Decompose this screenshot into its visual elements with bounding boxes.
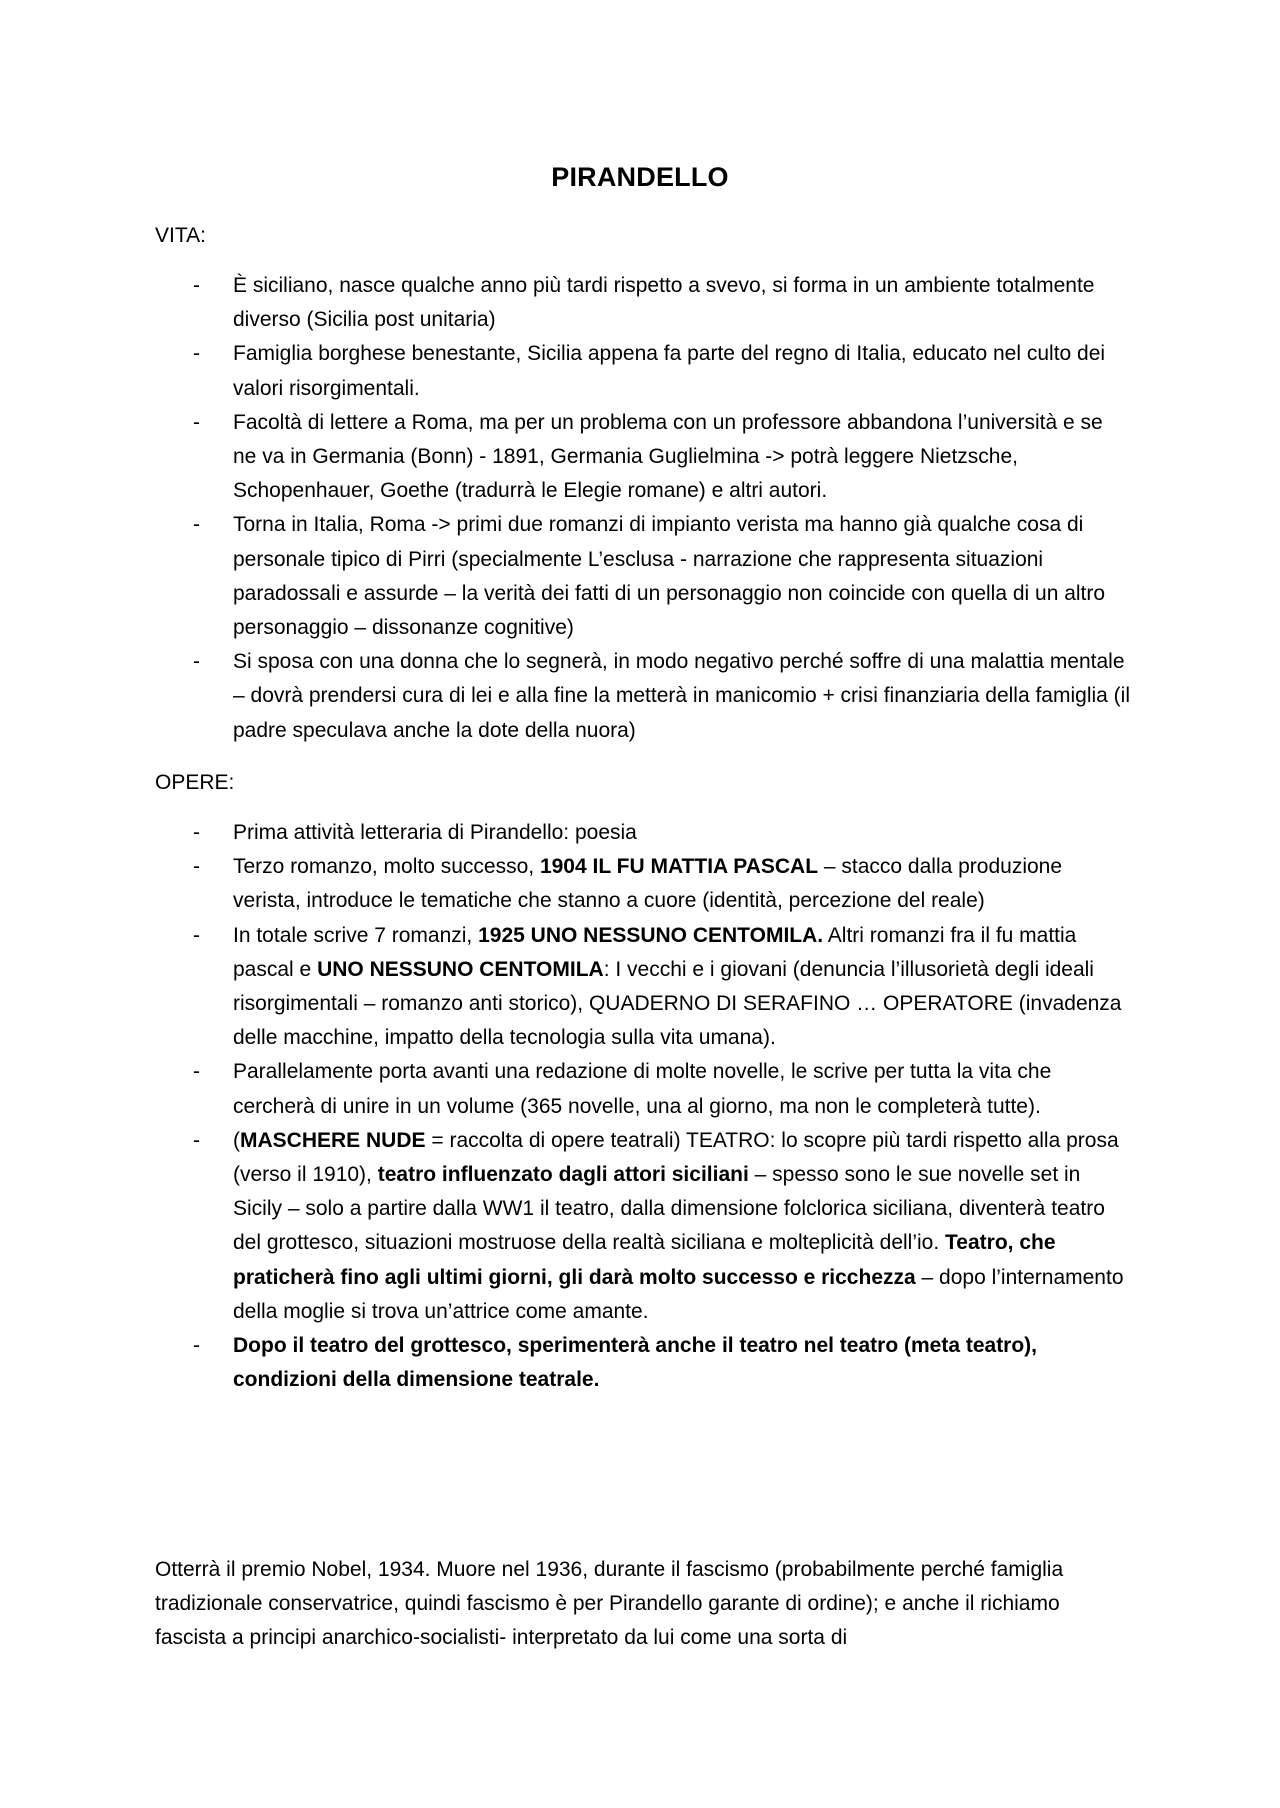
bold-text: 1925 UNO NESSUNO CENTOMILA.: [478, 923, 824, 947]
bullet-dash: -: [193, 821, 200, 844]
text-run: Famiglia borghese benestante, Sicilia appena fa parte del regno di Italia, educato nel culto dei valori risorgimentali.: [233, 342, 1106, 400]
text-run: Terzo romanzo, molto successo,: [233, 855, 540, 879]
text-run: Parallelamente porta avanti una redazione di molte novelle, le scrive per tutta la vita che cercherà di unire in un volume (365 novelle, una al giorno, ma non le completerà tutte).: [233, 1060, 1052, 1118]
text-run: Prima attività letteraria di Pirandello: poesia: [233, 821, 637, 844]
text-run: In totale scrive 7 romanzi,: [233, 923, 479, 947]
text-run: È siciliano, nasce qualche anno più tardi rispetto a svevo, si forma in un ambiente totalmente diverso (Sicilia post unitaria): [233, 274, 1095, 332]
text-run: : I vecchi e i giovani (denuncia l’illusorietà degli ideali risorgimentali – romanzo anti storico), QUADERNO DI SERAFINO … OPERATORE (invadenza delle macchine, impatto della tecnologia sulla vita umana).: [233, 957, 1122, 1050]
list-item: [155, 337, 1130, 405]
bold-text: teatro influenzato dagli attori siciliani: [377, 1163, 749, 1187]
bullet-dash: -: [193, 1128, 200, 1152]
bullet-dash: -: [193, 1334, 200, 1358]
text-run: Si sposa con una donna che lo segnerà, in modo negativo perché soffre di una malattia mentale – dovrà prendersi cura di lei e alla fine la metterà in manicomio + crisi finanziaria della famiglia (il padre speculava anche la dote della nuora): [233, 650, 1130, 742]
bullet-dash: -: [193, 274, 200, 297]
bullet-dash: -: [193, 410, 200, 434]
bullet-dash: -: [193, 650, 200, 674]
text-run: – stacco dalla produzione verista, introduce le tematiche che stanno a cuore (identità, percezione del reale): [233, 855, 1063, 913]
list-item: [155, 1329, 1130, 1397]
list-item: [155, 1124, 1130, 1329]
bullet-dash: -: [193, 513, 200, 537]
list-item: [155, 850, 1130, 918]
bullet-dash: -: [193, 342, 200, 366]
text-run: Torna in Italia, Roma -> primi due romanzi di impianto verista ma hanno già qualche cosa di personale tipico di Pirri (specialmente L’esclusa - narrazione che rappresenta situazioni paradossali e assurde – la verità dei fatti di un personaggio non coincide con quella di un altro personaggio – dissonanze cognitive): [233, 513, 1106, 640]
section-heading-opere: OPERE:: [155, 771, 235, 794]
bullet-dash: -: [193, 1060, 200, 1084]
bullet-dash: -: [193, 855, 200, 879]
closing-paragraph: Otterrà il premio Nobel, 1934. Muore nel 1936, durante il fascismo (probabilmente perché famiglia tradizionale conservatrice, quindi fascismo è per Pirandello garante di ordine); e anche il richiamo fascista a principi anarchico-socialisti- interpretato da lui come una sorta di: [155, 1558, 1064, 1650]
opere-list: [155, 816, 1130, 1397]
list-item: [155, 919, 1130, 1056]
page-title: PIRANDELLO: [551, 162, 729, 192]
text-run: (: [233, 1128, 240, 1152]
section-heading-vita: VITA:: [155, 224, 206, 247]
bullet-dash: -: [193, 923, 200, 947]
bold-text: 1904 IL FU MATTIA PASCAL: [539, 855, 819, 879]
bold-text: Teatro, che praticherà fino agli ultimi giorni, gli darà molto successo e ricchezza: [233, 1231, 1056, 1289]
list-item: [155, 406, 1130, 509]
text-run: = raccolta di opere teatrali) TEATRO: lo scopre più tardi rispetto alla prosa (verso il 1910),: [233, 1128, 1119, 1187]
list-item: [155, 1055, 1130, 1123]
bold-text: MASCHERE NUDE: [240, 1128, 426, 1152]
list-item: [155, 645, 1130, 748]
text-run: Facoltà di lettere a Roma, ma per un problema con un professore abbandona l’università e se ne va in Germania (Bonn) - 1891, Germania Guglielmina -> potrà leggere Nietzsche, Schopenhauer, Goethe (tradurrà le Elegie romane) e altri autori.: [233, 410, 1103, 503]
list-item: [155, 816, 1130, 850]
list-item: [155, 269, 1130, 337]
text-run: – dopo l’internamento della moglie si trova un’attrice come amante.: [233, 1265, 1124, 1323]
bold-text: Dopo il teatro del grottesco, sperimenterà anche il teatro nel teatro (meta teatro), condizioni della dimensione teatrale.: [233, 1334, 1038, 1392]
text-run: – spesso sono le sue novelle set in Sicily – solo a partire dalla WW1 il teatro, dalla dimensione folclorica siciliana, diventerà teatro del grottesco, situazioni mostruose della realtà siciliana e molteplicità dell’io.: [233, 1163, 1105, 1255]
bold-text: UNO NESSUNO CENTOMILA: [317, 957, 604, 981]
list-item: [155, 508, 1130, 645]
vita-list: [155, 269, 1130, 748]
text-run: Altri romanzi fra il fu mattia pascal e: [233, 923, 1077, 981]
